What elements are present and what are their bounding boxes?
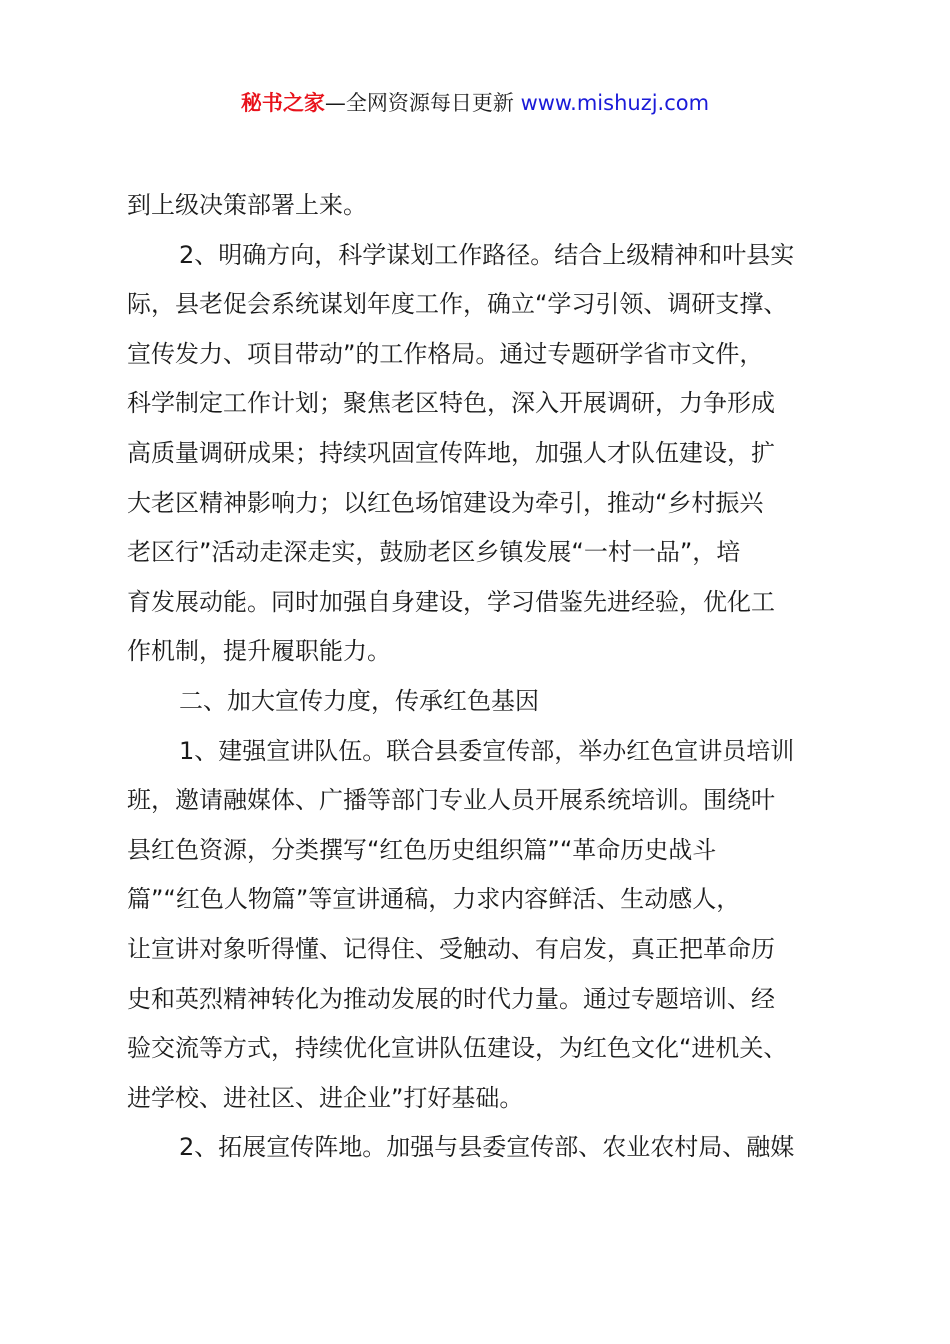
brand-name: 秘书之家	[240, 91, 325, 115]
text-line: 大老区精神影响力；以红色场馆建设为牵引，推动“乡村振兴	[127, 488, 764, 517]
text-line: 际，县老促会系统谋划年度工作，确立“学习引领、调研支撑、	[127, 290, 788, 319]
site-url-link[interactable]: www.mishuzj.com	[520, 91, 710, 115]
site-header	[0, 88, 950, 118]
text-line: 史和英烈精神转化为推动发展的时代力量。通过专题培训、经	[127, 984, 775, 1013]
text-line: 老区行”活动走深走实，鼓励老区乡镇发展“一村一品”，培	[127, 538, 741, 567]
paragraph-start: 2、拓展宣传阵地。加强与县委宣传部、农业农村局、融媒	[179, 1133, 795, 1162]
text-line: 高质量调研成果；持续巩固宣传阵地，加强人才队伍建设，扩	[127, 438, 775, 467]
text-line: 县红色资源，分类撰写“红色历史组织篇”“革命历史战斗	[127, 835, 717, 864]
header-tagline: —全网资源每日更新	[324, 91, 514, 115]
text-line: 科学制定工作计划；聚焦老区特色，深入开展调研，力争形成	[127, 389, 775, 418]
text-line: 到上级决策部署上来。	[127, 191, 367, 219]
text-line: 验交流等方式，持续优化宣讲队伍建设，为红色文化“进机关、	[127, 1034, 788, 1063]
text-line: 篇”“红色人物篇”等宣讲通稿，力求内容鲜活、生动感人，	[127, 885, 741, 914]
text-line: 育发展动能。同时加强自身建设，学习借鉴先进经验，优化工	[127, 587, 775, 616]
paragraph-start: 1、建强宣讲队伍。联合县委宣传部，举办红色宣讲员培训	[179, 736, 795, 765]
text-line: 班，邀请融媒体、广播等部门专业人员开展系统培训。围绕叶	[127, 786, 775, 815]
paragraph-start: 2、明确方向，科学谋划工作路径。结合上级精神和叶县实	[179, 240, 795, 269]
text-line: 进学校、进社区、进企业”打好基础。	[127, 1083, 524, 1112]
text-line: 宣传发力、项目带动”的工作格局。通过专题研学省市文件，	[127, 339, 764, 368]
text-line: 作机制，提升履职能力。	[127, 637, 391, 666]
document-body	[127, 181, 842, 1173]
text-line: 让宣讲对象听得懂、记得住、受触动、有启发，真正把革命历	[127, 934, 775, 963]
section-heading: 二、加大宣传力度，传承红色基因	[179, 686, 539, 715]
